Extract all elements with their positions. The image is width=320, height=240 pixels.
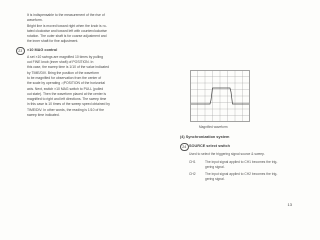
synchronization-heading: (4) Synchronization system — [180, 135, 230, 139]
option-desc-line: gering signal. — [205, 164, 225, 169]
body-line: TIME/DIV. In other words, the reading is 1/10 of the — [27, 107, 104, 112]
body-line: the scale by operating ◁POSITION of the horizontal — [27, 81, 105, 86]
option-description — [205, 160, 290, 170]
body-line: axis. Next, switch ×10 MAG switch to PULL (pulled — [27, 86, 104, 91]
intro-line: the inner shaft for fine adjustment. — [27, 39, 79, 44]
option-desc-line: gering signal. — [205, 176, 225, 181]
oscilloscope-graticule — [190, 70, 250, 122]
body-line: by TIME/DIV. Bring the position of the waveform — [27, 70, 99, 75]
graticule-grid — [191, 71, 250, 122]
intro-line: Bright line is moved toward right when the knob is ro- — [27, 23, 107, 28]
section-number-badge: 24 — [180, 143, 189, 152]
section-number-badge: 23 — [16, 47, 25, 56]
intro-line: It is indispensable to the measurement of the rise of — [27, 13, 105, 17]
intro-line: tated clockwise and toward left with counterclockwise — [27, 28, 107, 33]
option-ch2 — [189, 172, 289, 181]
option-desc-line: The input signal applied to CH2 becomes the trig- — [205, 172, 278, 176]
option-key: CH1 — [189, 160, 196, 164]
right-column — [180, 0, 300, 212]
body-line: in this case is 10 times of the sweep speed obtained by — [27, 102, 110, 107]
body-line: magnified to right and left directions. The sweep time — [27, 97, 107, 102]
body-line: sweep time indicated. — [27, 113, 60, 118]
figure-caption: Magnified waveform — [199, 125, 228, 129]
option-description — [205, 172, 290, 182]
section-24-header — [180, 143, 290, 150]
source-description: Used to select the triggering signal source & sweep. — [189, 152, 265, 156]
section-title: SOURCE select switch — [189, 143, 230, 148]
left-column — [18, 13, 155, 118]
section-title: ×10 MAG control — [27, 48, 58, 53]
body-line: out FINE knob (inner shaft) of POSITION. In — [27, 60, 94, 65]
intro-line: rotation. The outer shaft is for coarse adjustment and — [27, 34, 107, 39]
body-line: out state). Then the waveform placed at the center is — [27, 91, 107, 96]
option-desc-line: The input signal applied to CH1 becomes the trig- — [205, 160, 278, 164]
option-ch1 — [189, 160, 289, 169]
page-number: 13 — [287, 202, 292, 207]
intro-line: waveform. — [27, 18, 43, 23]
body-line: to be magnified for observation from the center of — [27, 75, 102, 80]
option-key: CH2 — [189, 172, 196, 176]
magnified-waveform-figure — [190, 70, 250, 122]
body-line: this case, the sweep time is 1/10 of the value indicated — [27, 65, 109, 70]
section-23-header — [18, 48, 155, 55]
body-line: A set ×10 swings are magnified 10 times by pulling — [27, 54, 104, 59]
